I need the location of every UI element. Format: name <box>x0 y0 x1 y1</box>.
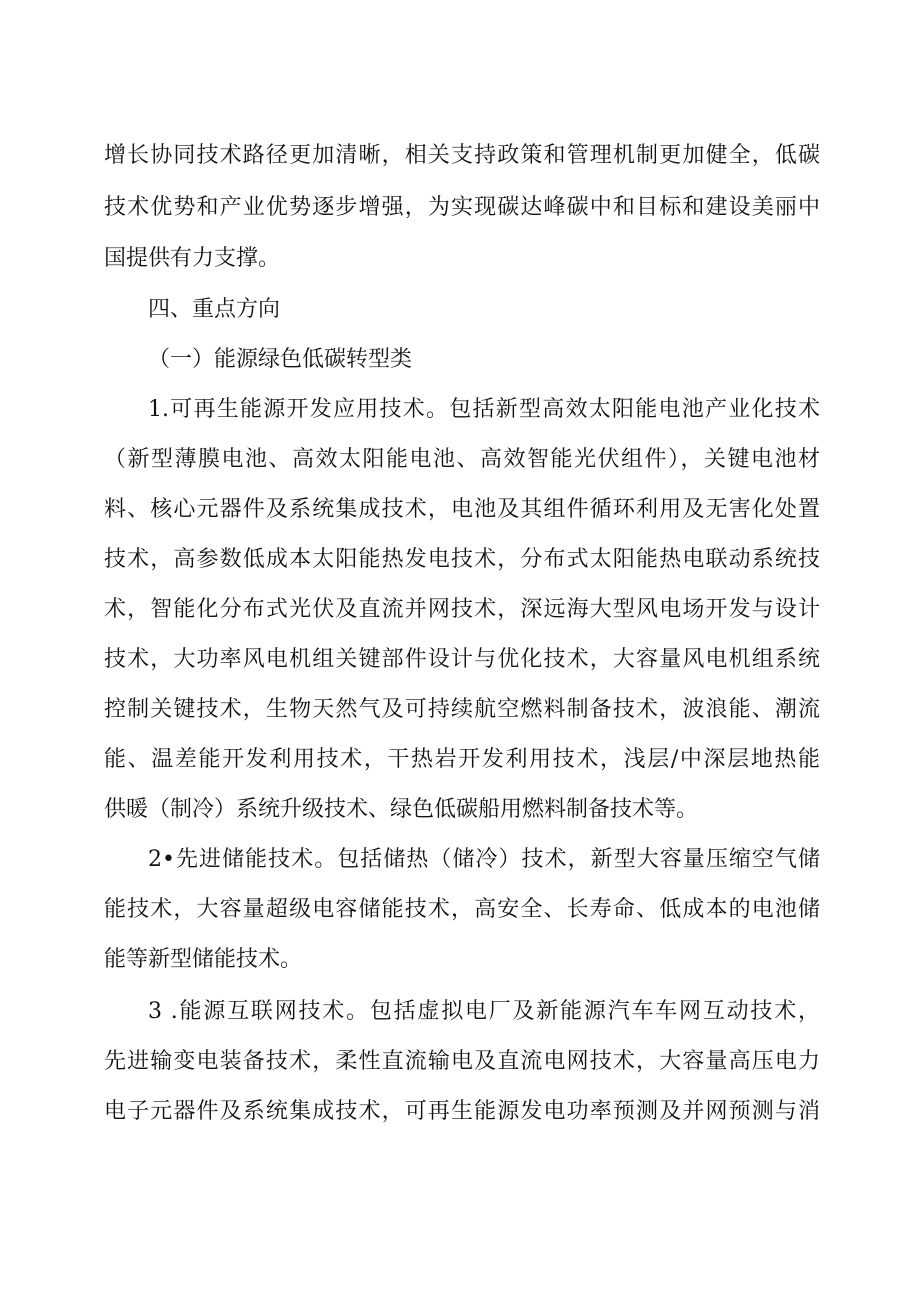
paragraph-1-line-1: 1.可再生能源开发应用技术。包括新型高效太阳能电池产业化技术 <box>148 397 820 422</box>
paragraph-3-line-3: 电子元器件及系统集成技术，可再生能源发电功率预测及并网预测与消 <box>104 1099 820 1124</box>
paragraph-3-line-2: 先进输变电装备技术，柔性直流输电及直流电网技术，大容量高压电力 <box>104 1049 820 1074</box>
paragraph-3-line-1: 3 .能源互联网技术。包括虚拟电厂及新能源汽车车网互动技术， <box>148 999 820 1024</box>
paragraph-1-line-4: 技术，高参数低成本太阳能热发电技术，分布式太阳能热电联动系统技 <box>104 547 820 572</box>
text-line-3: 国提供有力支撑。 <box>104 246 281 271</box>
paragraph-1-line-6: 技术，大功率风电机组关键部件设计与优化技术，大容量风电机组系统 <box>104 647 820 672</box>
text-line-1: 增长协同技术路径更加清晰，相关支持政策和管理机制更加健全，低碳 <box>104 143 820 168</box>
section-heading: 四、重点方向 <box>148 297 281 322</box>
subsection-heading: （一）能源绿色低碳转型类 <box>148 347 413 372</box>
paragraph-1-line-5: 术，智能化分布式光伏及直流并网技术，深远海大型风电场开发与设计 <box>104 597 820 622</box>
paragraph-2-line-3: 能等新型储能技术。 <box>104 947 303 972</box>
paragraph-2-line-1: 2•先进储能技术。包括储热（储冷）技术，新型大容量压缩空气储 <box>148 847 820 872</box>
paragraph-1-line-2: （新型薄膜电池、高效太阳能电池、高效智能光伏组件），关键电池材 <box>104 447 820 472</box>
paragraph-1-line-8: 能、温差能开发利用技术，干热岩开发利用技术，浅层/中深层地热能 <box>104 747 820 772</box>
paragraph-2-line-2: 能技术，大容量超级电容储能技术，高安全、长寿命、低成本的电池储 <box>104 897 820 922</box>
paragraph-1-line-7: 控制关键技术，生物天然气及可持续航空燃料制备技术，波浪能、潮流 <box>104 697 820 722</box>
paragraph-1-line-3: 料、核心元器件及系统集成技术，电池及其组件循环利用及无害化处置 <box>104 497 820 522</box>
paragraph-1-line-9: 供暖（制冷）系统升级技术、绿色低碳船用燃料制备技术等。 <box>104 797 699 822</box>
text-line-2: 技术优势和产业优势逐步增强，为实现碳达峰碳中和目标和建设美丽中 <box>104 195 820 220</box>
